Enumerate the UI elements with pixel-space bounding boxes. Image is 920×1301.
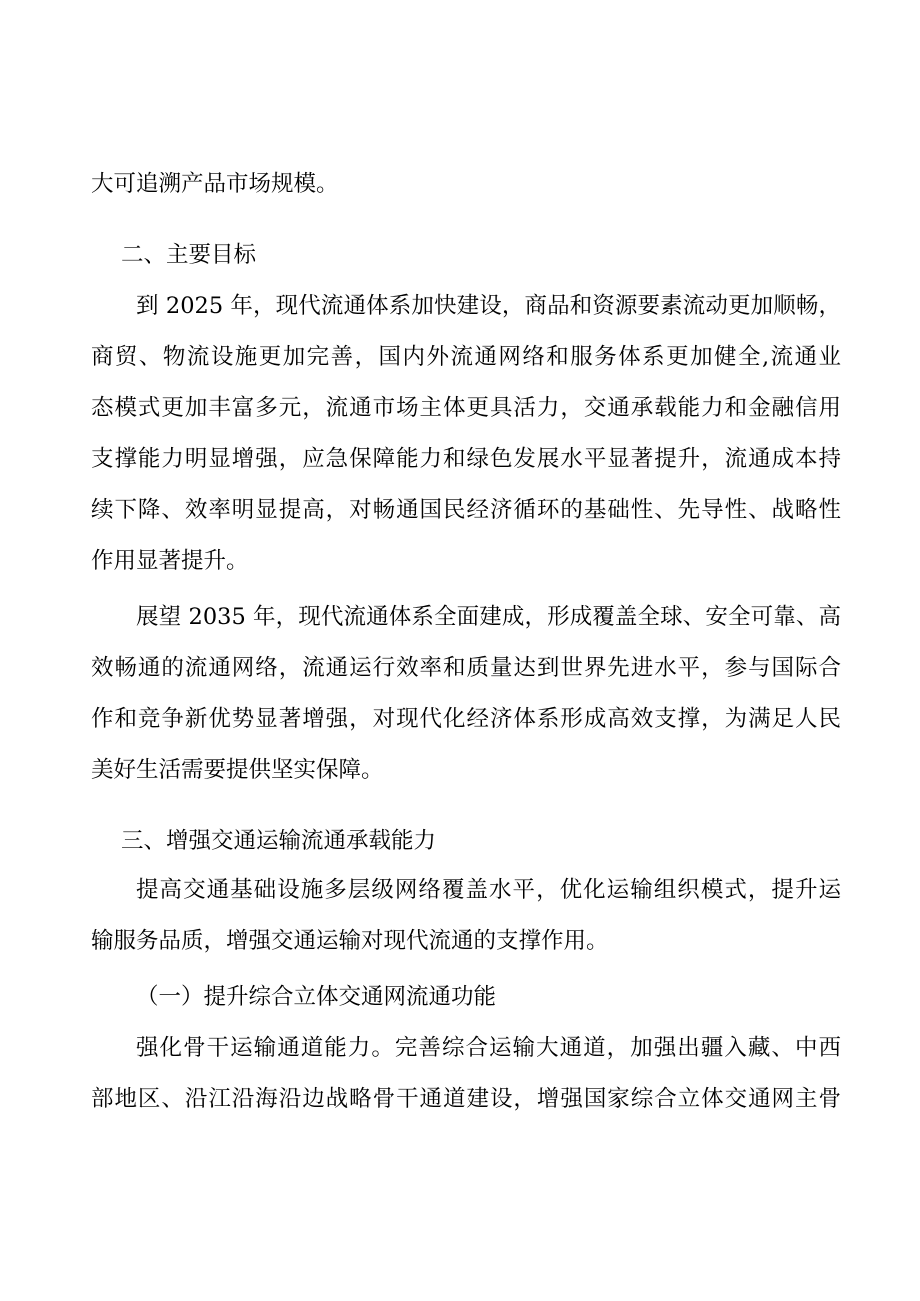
paragraph-line: 态模式更加丰富多元，流通市场主体更具活力，交通承载能力和金融信用 xyxy=(91,395,841,421)
subsection-heading: （一）提升综合立体交通网流通功能 xyxy=(136,984,497,1010)
paragraph-line: 展望 2035 年，现代流通体系全面建成，形成覆盖全球、安全可靠、高 xyxy=(136,604,841,630)
paragraph-line: 商贸、物流设施更加完善，国内外流通网络和服务体系更加健全,流通业 xyxy=(91,344,841,370)
paragraph-line: 部地区、沿江沿海沿边战略骨干通道建设，增强国家综合立体交通网主骨 xyxy=(91,1086,841,1112)
paragraph-line: 效畅通的流通网络，流通运行效率和质量达到世界先进水平，参与国际合 xyxy=(91,655,841,681)
section-heading: 二、主要目标 xyxy=(121,242,257,268)
paragraph-line: 强化骨干运输通道能力。完善综合运输大通道，加强出疆入藏、中西 xyxy=(136,1035,841,1061)
paragraph-line: 支撑能力明显增强，应急保障能力和绿色发展水平显著提升，流通成本持 xyxy=(91,446,841,472)
paragraph-line: 作用显著提升。 xyxy=(91,548,249,574)
paragraph-line: 美好生活需要提供坚实保障。 xyxy=(91,757,384,783)
paragraph-line: 续下降、效率明显提高，对畅通国民经济循环的基础性、先导性、战略性 xyxy=(91,497,841,523)
paragraph-line: 到 2025 年，现代流通体系加快建设，商品和资源要素流动更加顺畅， xyxy=(136,293,841,319)
paragraph-line: 作和竞争新优势显著增强，对现代化经济体系形成高效支撑，为满足人民 xyxy=(91,706,841,732)
paragraph-line: 大可追溯产品市场规模。 xyxy=(91,171,339,197)
paragraph-line: 提高交通基础设施多层级网络覆盖水平，优化运输组织模式，提升运 xyxy=(136,877,841,903)
paragraph-line: 输服务品质，增强交通运输对现代流通的支撑作用。 xyxy=(91,928,609,954)
section-heading: 三、增强交通运输流通承载能力 xyxy=(121,828,437,854)
